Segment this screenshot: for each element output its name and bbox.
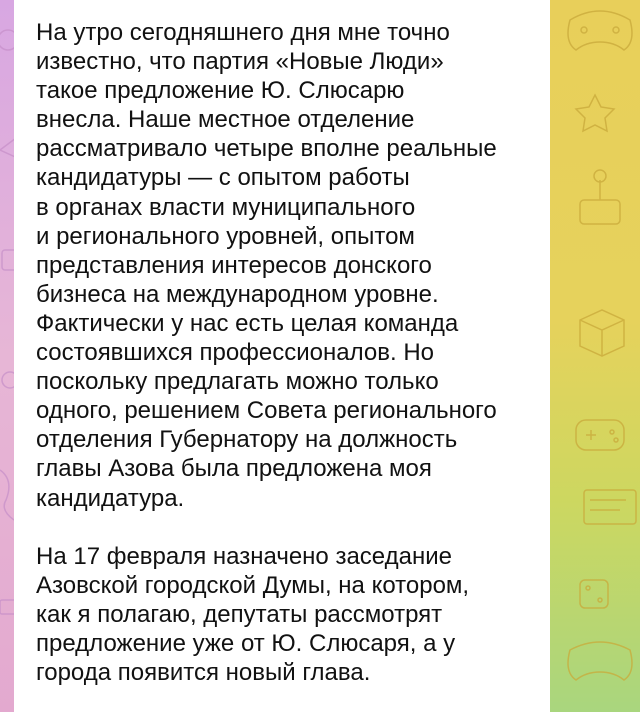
squiggle-doodle-icon: [0, 470, 14, 520]
message-line: в органах власти муниципального: [36, 193, 416, 221]
message-line: кандидатуры — с опытом работы: [36, 164, 410, 192]
message-line: представления интересов донского: [36, 251, 432, 279]
message-paragraph-2: [36, 542, 536, 687]
message-line: поскольку предлагать можно только: [36, 368, 439, 396]
message-line: На утро сегодняшнего дня мне точно: [36, 19, 450, 46]
message-line: отделения Губернатору на должность: [36, 426, 458, 454]
message-line: предложение уже от Ю. Слюсаря, а у: [36, 629, 456, 657]
message-line: рассматривало четыре вполне реальные: [36, 135, 497, 163]
message-line: Азовской городской Думы, на котором,: [36, 571, 470, 599]
controller-bottom-icon: [568, 642, 632, 680]
gamepad-icon: [576, 420, 624, 450]
star-icon: [576, 95, 614, 131]
joystick-icon: [580, 170, 620, 224]
message-line: главы Азова была предложена моя: [36, 455, 432, 483]
console-icon: [584, 490, 636, 524]
background-doodles: [540, 0, 640, 712]
message-line: бизнеса на международном уровне.: [36, 280, 439, 308]
message-text: [36, 18, 536, 687]
message-line: состоявшихся профессионалов. Но: [36, 339, 435, 367]
message-line: одного, решением Совета регионального: [36, 397, 497, 425]
message-paragraph-1: [36, 18, 536, 513]
rubiks-cube-icon: [580, 310, 624, 356]
message-line: внесла. Наше местное отделение: [36, 106, 415, 134]
message-line: Фактически у нас есть целая команда: [36, 309, 459, 337]
paragraph-gap: [36, 513, 536, 542]
message-line: На 17 февраля назначено заседание: [36, 542, 452, 570]
message-line: такое предложение Ю. Слюсарю: [36, 77, 405, 105]
chat-background-right: [540, 0, 640, 712]
dice-icon: [580, 580, 608, 608]
controller-icon: [568, 11, 632, 50]
message-line: города появится новый глава.: [36, 658, 371, 686]
message-line: как я полагаю, депутаты рассмотрят: [36, 600, 443, 628]
message-line: известно, что партия «Новые Люди»: [36, 48, 444, 76]
message-line: кандидатура.: [36, 484, 185, 512]
message-line: и регионального уровней, опытом: [36, 222, 415, 250]
